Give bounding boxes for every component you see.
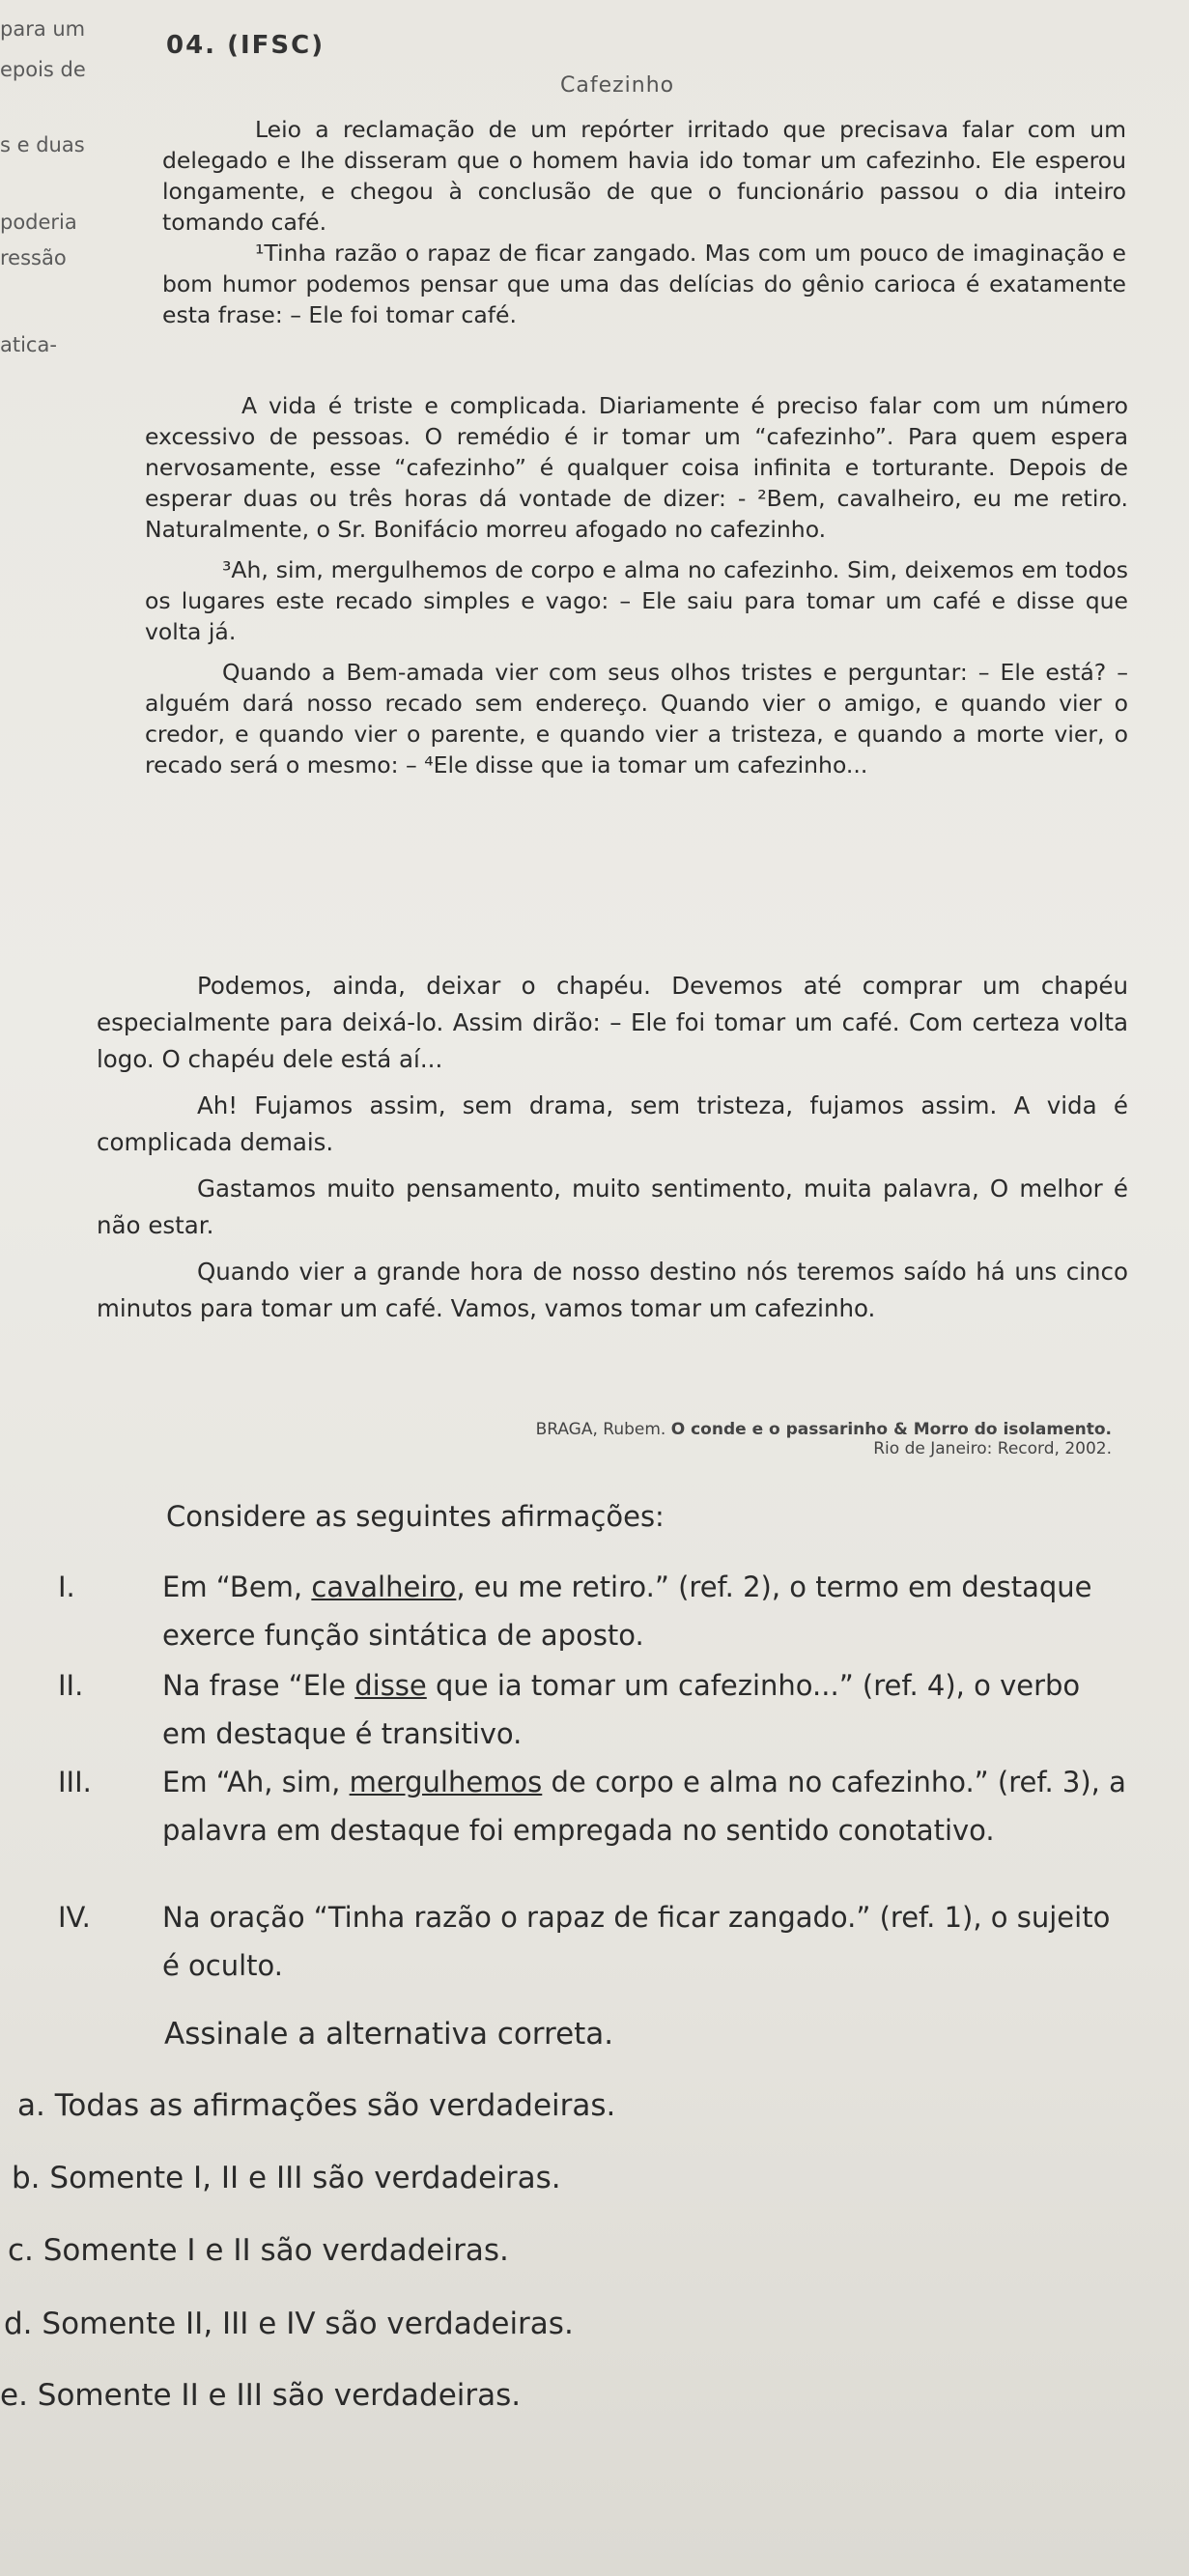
option-d[interactable]: d. Somente II, III e IV são verdadeiras. [4,2307,574,2341]
paragraph-1: Leio a reclamação de um repórter irritado que precisava falar com um delegado e lhe disseram que o homem havia ido tomar um cafezinho. Ele esperou longamente, e chegou à conclusão de que o funcionário passou o dia inteiro tomando café. [162,116,1126,236]
statement-2: II. Na frase “Ele disse que ia tomar um cafezinho...” (ref. 4), o verbo em destaque é transitivo. [58,1661,1130,1758]
margin-fragment: epois de [0,58,86,81]
option-c[interactable]: c. Somente I e II são verdadeiras. [8,2233,509,2268]
reference-publisher: Rio de Janeiro: Record, 2002. [873,1439,1112,1458]
text-title: Cafezinho [560,73,675,98]
statement-1: I. Em “Bem, cavalheiro, eu me retiro.” (ref. 2), o termo em destaque exerce função sintática de aposto. [58,1563,1130,1659]
highlighted-term: mergulhemos [349,1766,543,1798]
consider-heading: Considere as seguintes afirmações: [166,1500,665,1533]
margin-fragment: para um [0,17,86,41]
reference-author: BRAGA, Rubem. [535,1420,666,1439]
text-body-continued [145,390,1128,780]
statement-number: I. [58,1571,75,1603]
statement-4: IV. Na oração “Tinha razão o rapaz de ficar zangado.” (ref. 1), o sujeito é oculto. [58,1893,1130,1990]
statement-3: III. Em “Ah, sim, mergulhemos de corpo e alma no cafezinho.” (ref. 3), a palavra em destaque foi empregada no sentido conotativo. [58,1758,1130,1854]
statement-number: II. [58,1669,84,1702]
instruction: Assinale a alternativa correta. [164,2017,614,2052]
reference-book: O conde e o passarinho & Morro do isolamento. [670,1420,1112,1439]
statement-number: III. [58,1766,92,1798]
margin-fragment: s e duas [0,133,85,156]
paragraph-4: ³Ah, sim, mergulhemos de corpo e alma no cafezinho. Sim, deixemos em todos os lugares este recado simples e vago: – Ele saiu para tomar um café e disse que volta já. [145,556,1128,645]
text-body-final [97,968,1128,1327]
option-b[interactable]: b. Somente I, II e III são verdadeiras. [12,2161,561,2195]
highlighted-term: disse [354,1669,427,1702]
option-a[interactable]: a. Todas as afirmações são verdadeiras. [17,2088,616,2123]
paragraph-7: Ah! Fujamos assim, sem drama, sem tristeza, fujamos assim. A vida é complicada demais. [97,1091,1128,1156]
margin-fragment: ressão [0,246,67,269]
paragraph-5: Quando a Bem-amada vier com seus olhos tristes e perguntar: – Ele está? – alguém dará nosso recado sem endereço. Quando vier o amigo, e quando vier o credor, e quando vier o parente, e quando vier a tristeza, e quando a morte vier, o recado será o mesmo: – ⁴Ele disse que ia tomar um cafezinho... [145,659,1128,778]
statement-number: IV. [58,1901,91,1934]
margin-fragment: poderia [0,211,77,234]
margin-fragment: atica- [0,333,57,356]
question-number: 04. (IFSC) [166,31,326,60]
paragraph-9: Quando vier a grande hora de nosso destino nós teremos saído há uns cinco minutos para tomar um café. Vamos, vamos tomar um cafezinho. [97,1258,1128,1322]
text-body [162,114,1126,330]
option-e[interactable]: e. Somente II e III são verdadeiras. [0,2378,522,2413]
paragraph-3: A vida é triste e complicada. Diariamente é preciso falar com um número excessivo de pessoas. O remédio é ir tomar um “cafezinho”. Para quem espera nervosamente, esse “cafezinho” é qualquer coisa infinita e torturante. Depois de esperar duas ou três horas dá vontade de dizer: - ²Bem, cavalheiro, eu me retiro. Naturalmente, o Sr. Bonifácio morreu afogado no cafezinho. [145,392,1128,543]
paragraph-8: Gastamos muito pensamento, muito sentimento, muita palavra, O melhor é não estar. [97,1175,1128,1239]
bibliographic-reference [536,1420,1112,1458]
paragraph-2: ¹Tinha razão o rapaz de ficar zangado. Mas com um pouco de imaginação e bom humor podemos pensar que uma das delícias do gênio carioca é exatamente esta frase: – Ele foi tomar café. [162,240,1126,328]
paragraph-6: Podemos, ainda, deixar o chapéu. Devemos até comprar um chapéu especialmente para deixá-lo. Assim dirão: – Ele foi tomar um café. Com certeza volta logo. O chapéu dele está aí... [97,972,1128,1073]
highlighted-term: cavalheiro [311,1571,457,1603]
